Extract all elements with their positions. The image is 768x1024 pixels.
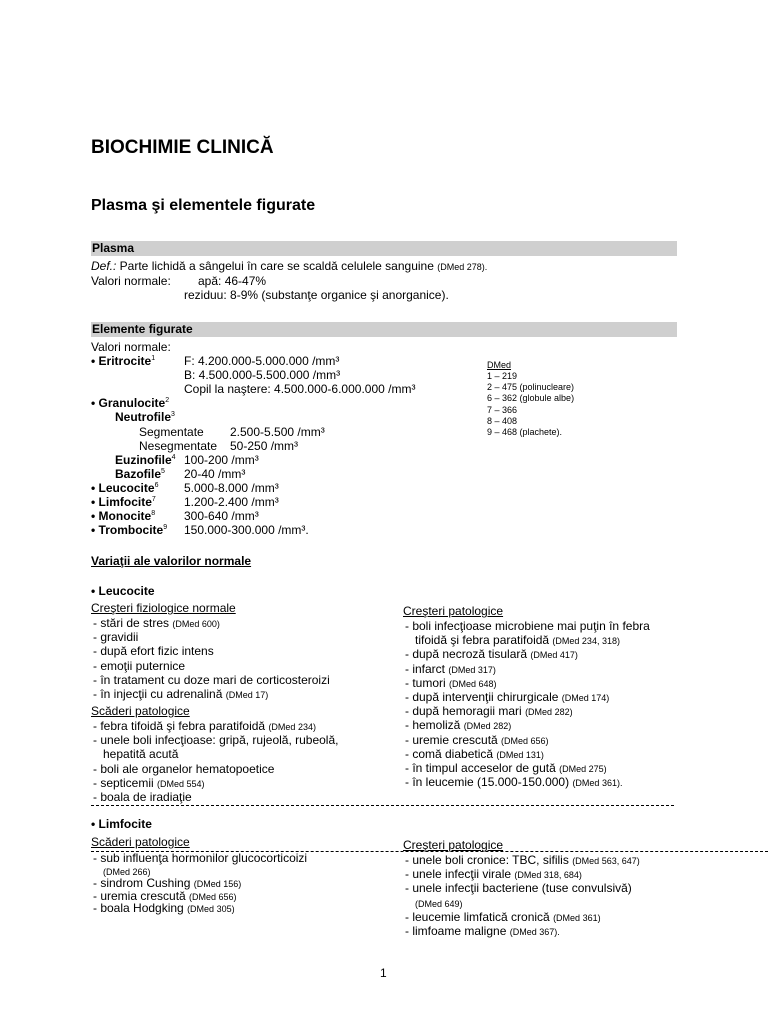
list-item: - febra tifoidă şi febra paratifoidă (DMed 234) (93, 719, 316, 733)
list-item: - în timpul acceselor de gută (DMed 275) (405, 761, 607, 775)
dmed-ref-item: 2 – 475 (polinucleare) (487, 382, 575, 393)
dmed-ref: (DMed 156) (193, 879, 242, 890)
list-item: - boli ale organelor hematopoetice (93, 761, 275, 776)
dmed-ref-item: 9 – 468 (plachete). (487, 427, 563, 437)
segmentate-label: Segmentate (139, 425, 204, 439)
eritrocite-f: F: 4.200.000-5.000.000 /mm³ (184, 354, 340, 368)
limfocite-cresteri-title: Creşteri patologice (403, 838, 504, 852)
section-title: Plasma şi elementele figurate (91, 197, 316, 214)
list-item: - unele boli cronice: TBC, sifilis (DMed 563, 647) (405, 853, 640, 867)
plasma-definition (91, 259, 487, 274)
row-leucocite: • Leucocite$^6$ (91, 481, 159, 495)
variatii-title: Variaţii ale valorilor normale (91, 554, 252, 568)
list-item: - comă diabetică (DMed 131) (405, 746, 544, 761)
elemente-header: Elemente figurate (92, 322, 193, 336)
dmed-ref: (DMed 656) (189, 891, 237, 902)
plasma-header: Plasma (92, 241, 135, 255)
def-text: Parte lichidă a sângelui în care se scaldă celulele sanguine (116, 259, 438, 273)
dmed-ref: (DMed 600) (172, 619, 220, 629)
dmed-ref: (DMed 282) (525, 707, 573, 718)
eritrocite-b: B: 4.500.000-5.500.000 /mm³ (184, 368, 341, 382)
section-divider (91, 805, 674, 806)
list-item: - infarct (DMed 317) (405, 661, 496, 676)
list-item: - sindrom Cushing (DMed 156) (93, 876, 242, 891)
page-title: BIOCHIMIE CLINICĂ (91, 137, 274, 158)
list-item: - după efort fizic intens (93, 644, 214, 659)
dmed-ref-item: 1 – 219 (487, 371, 518, 381)
list-item: - limfoame maligne (DMed 367). (405, 924, 560, 938)
row-eritrocite: • Eritrocite$^1$ (91, 354, 156, 368)
list-item: - boala de iradiaţie (93, 790, 192, 804)
eritrocite-copil: Copil la naştere: 4.500.000-6.000.000 /mm³ (184, 382, 416, 396)
list-item: hepatită acută (93, 747, 179, 762)
list-item: - unele infecţii virale (DMed 318, 684) (405, 867, 582, 882)
leucocite-section-title: • Leucocite (91, 584, 155, 598)
dmed-ref-item: 6 – 362 (globule albe) (487, 393, 575, 404)
limfocite-section-title: • Limfocite (91, 817, 152, 831)
dmed-ref-item: 7 – 366 (487, 404, 518, 415)
list-item: - după hemoragii mari (DMed 282) (405, 704, 573, 719)
row-neutrofile: Neutrofile$^3$ (115, 410, 175, 424)
monocite-value: 300-640 /mm³ (184, 509, 259, 523)
dmed-ref: (DMed 266) (103, 866, 151, 877)
page-number: 1 (380, 966, 387, 980)
elemente-header-bar (91, 322, 677, 337)
dmed-ref: (DMed 648) (449, 678, 497, 689)
leucocite-value: 5.000-8.000 /mm³ (184, 481, 279, 495)
list-item: - boli infecţioase microbiene mai puţin în febra (405, 619, 650, 633)
plasma-header-bar (91, 241, 677, 256)
list-item: - septicemii (DMed 554) (93, 775, 205, 790)
dmed-ref: (DMed 131) (496, 749, 544, 760)
list-item: - tumori (DMed 648) (405, 675, 497, 690)
list-item: - gravidii (93, 630, 139, 645)
list-item: - boala Hodgking (DMed 305) (93, 901, 235, 916)
dmed-ref-item: 8 – 408 (487, 415, 518, 426)
dmed-ref: (DMed 656) (501, 735, 549, 746)
list-item: - după necroză tisulară (DMed 417) (405, 647, 578, 662)
segmentate-value: 2.500-5.500 /mm³ (230, 425, 325, 439)
row-euzinofile: Euzinofile$^4$ (115, 453, 176, 467)
scaderi-patologice-title: Scăderi patologice (91, 704, 190, 718)
dmed-ref: (DMed 649) (415, 898, 463, 909)
dmed-ref: (DMed 275) (559, 764, 607, 774)
def-label: Def.: (91, 259, 117, 273)
dmed-ref: (DMed 282) (463, 721, 512, 732)
row-granulocite: • Granulocite$^2$ (91, 396, 170, 410)
plasma-apa: apă: 46-47% (198, 274, 267, 288)
row-limfocite: • Limfocite$^7$ (91, 495, 156, 509)
list-item: - în injecţii cu adrenalină (DMed 17) (93, 687, 269, 701)
dmed-ref: (DMed 417) (530, 650, 578, 661)
nesegmentate-label: Nesegmentate (139, 439, 218, 453)
dmed-ref: (DMed 17) (225, 690, 269, 700)
dmed-ref: (DMed 305) (187, 904, 235, 915)
dmed-ref: (DMed 563, 647) (572, 856, 640, 866)
elemente-valori-label: Valori normale: (91, 340, 171, 354)
list-item: - uremie crescută (DMed 656) (405, 732, 549, 747)
limfocite-divider (91, 851, 768, 852)
list-item: - unele infecţii bacteriene (tuse convulsivă) (405, 881, 632, 896)
dmed-ref: (DMed 317) (448, 664, 496, 675)
limfocite-scaderi-title: Scăderi patologice (91, 835, 190, 849)
dmed-ref: (DMed 234, 318) (552, 636, 620, 647)
list-item: tifoidă şi febra paratifoidă (DMed 234, 318) (405, 633, 620, 648)
plasma-reziduu: reziduu: 8-9% (substanţe organice şi anorganice). (184, 288, 449, 302)
list-item (405, 896, 463, 911)
list-item: - emoţii puternice (93, 658, 186, 673)
list-item: - uremia crescută (DMed 656) (93, 888, 237, 903)
dmed-ref: (DMed 554) (157, 778, 205, 789)
dmed-ref: (DMed 361) (553, 912, 601, 923)
list-item: - sub influenţa hormonilor glucocorticoizi (93, 851, 308, 865)
trombocite-value: 150.000-300.000 /mm³. (184, 523, 309, 537)
dmed-ref: (DMed 318, 684) (514, 870, 582, 881)
dmed-ref: (DMed 234) (268, 722, 316, 732)
row-trombocite: • Trombocite$^9$ (91, 523, 168, 537)
def-ref: (DMed 278). (437, 262, 488, 272)
dmed-ref: (DMed 361). (572, 778, 623, 789)
cresteri-patologice-title: Creşteri patologice (403, 604, 504, 618)
nesegmentate-value: 50-250 /mm³ (230, 439, 299, 453)
list-item: - după intervenţii chirurgicale (DMed 174) (405, 690, 610, 704)
list-item: - leucemie limfatică cronică (DMed 361) (405, 909, 601, 924)
euzinofile-value: 100-200 /mm³ (184, 453, 259, 467)
bazofile-value: 20-40 /mm³ (184, 467, 246, 481)
dmed-title: DMed (487, 360, 512, 370)
dmed-ref: (DMed 367). (509, 927, 560, 937)
list-item: - stări de stres (DMed 600) (93, 616, 220, 630)
list-item: - unele boli infecţioase: gripă, rujeolă, rubeolă, (93, 733, 339, 748)
row-bazofile: Bazofile$^5$ (115, 467, 165, 481)
list-item: - în tratament cu doze mari de corticosteroizi (93, 672, 330, 687)
dmed-ref: (DMed 174) (561, 693, 610, 703)
row-monocite: • Monocite$^8$ (91, 509, 156, 523)
plasma-valori-label: Valori normale: (91, 274, 171, 288)
list-item: - în leucemie (15.000-150.000) (DMed 361). (405, 775, 623, 790)
cresteri-fiziologice-title: Creşteri fiziologice normale (91, 601, 236, 615)
list-item: - hemoliză (DMed 282) (405, 718, 512, 733)
limfocite-value: 1.200-2.400 /mm³ (184, 495, 279, 509)
